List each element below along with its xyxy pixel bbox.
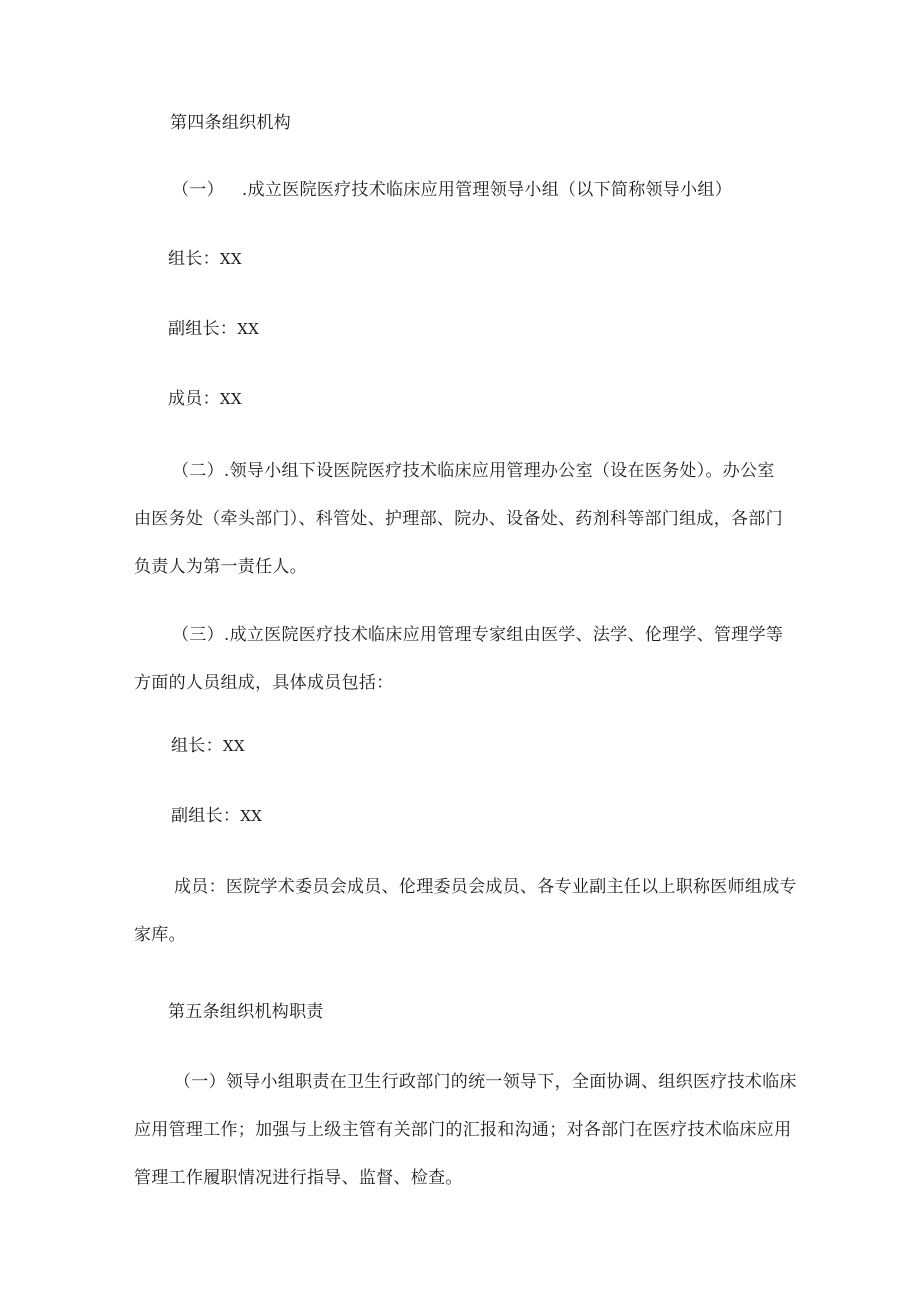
- leader-label: 组长：: [168, 249, 220, 269]
- expert-members-line2: 家库。: [134, 925, 186, 945]
- leader-value: XX: [219, 250, 242, 268]
- deputy-value: XX: [237, 320, 260, 338]
- item2-line3: 负责人为第一责任人。: [134, 557, 307, 577]
- a5-item1-line3: 管理工作履职情况进行指导、监督、检查。: [134, 1168, 463, 1188]
- a5-item1-line2: 应用管理工作；加强与上级主管有关部门的汇报和沟通；对各部门在医疗技术临床应用: [134, 1120, 792, 1140]
- expert-leader-label: 组长：: [171, 736, 223, 756]
- expert-deputy-row: [171, 806, 262, 826]
- members-value: XX: [219, 390, 242, 408]
- article5-item1: [134, 1072, 797, 1188]
- a5-item1-line1: （一）领导小组职责在卫生行政部门的统一领导下，全面协调、组织医疗技术临床: [174, 1072, 797, 1092]
- item2-line2: 由医务处（牵头部门）、科管处、护理部、院办、设备处、药剂科等部门组成，各部门: [134, 509, 783, 529]
- item1-title: .成立医院医疗技术临床应用管理领导小组（以下简称领导小组）: [241, 180, 733, 200]
- article4-item2: [134, 461, 783, 577]
- expert-leader-row: [171, 736, 245, 756]
- item3-line2: 方面的人员组成，具体成员包括：: [134, 673, 394, 693]
- expert-leader-value: XX: [222, 737, 245, 755]
- expert-members: [134, 877, 797, 945]
- article5-heading: 第五条组织机构职责: [168, 1002, 324, 1022]
- expert-deputy-value: XX: [240, 807, 263, 825]
- expert-members-line1: 成员：医院学术委员会成员、伦理委员会成员、各专业副主任以上职称医师组成专: [174, 877, 797, 897]
- article4-heading: 第四条组织机构: [170, 113, 292, 133]
- leader-row: [168, 249, 242, 269]
- deputy-label: 副组长：: [168, 319, 238, 339]
- article4-item3: [134, 625, 783, 693]
- members-label: 成员：: [168, 389, 220, 409]
- expert-deputy-label: 副组长：: [171, 806, 241, 826]
- item2-line1: （二）.领导小组下设医院医疗技术临床应用管理办公室（设在医务处）。办公室: [172, 461, 775, 481]
- members-row: [168, 389, 242, 409]
- item1-number: （一）: [172, 180, 224, 200]
- deputy-row: [168, 319, 259, 339]
- item3-line1: （三）.成立医院医疗技术临床应用管理专家组由医学、法学、伦理学、管理学等: [172, 625, 784, 645]
- article4-item1: [172, 180, 732, 200]
